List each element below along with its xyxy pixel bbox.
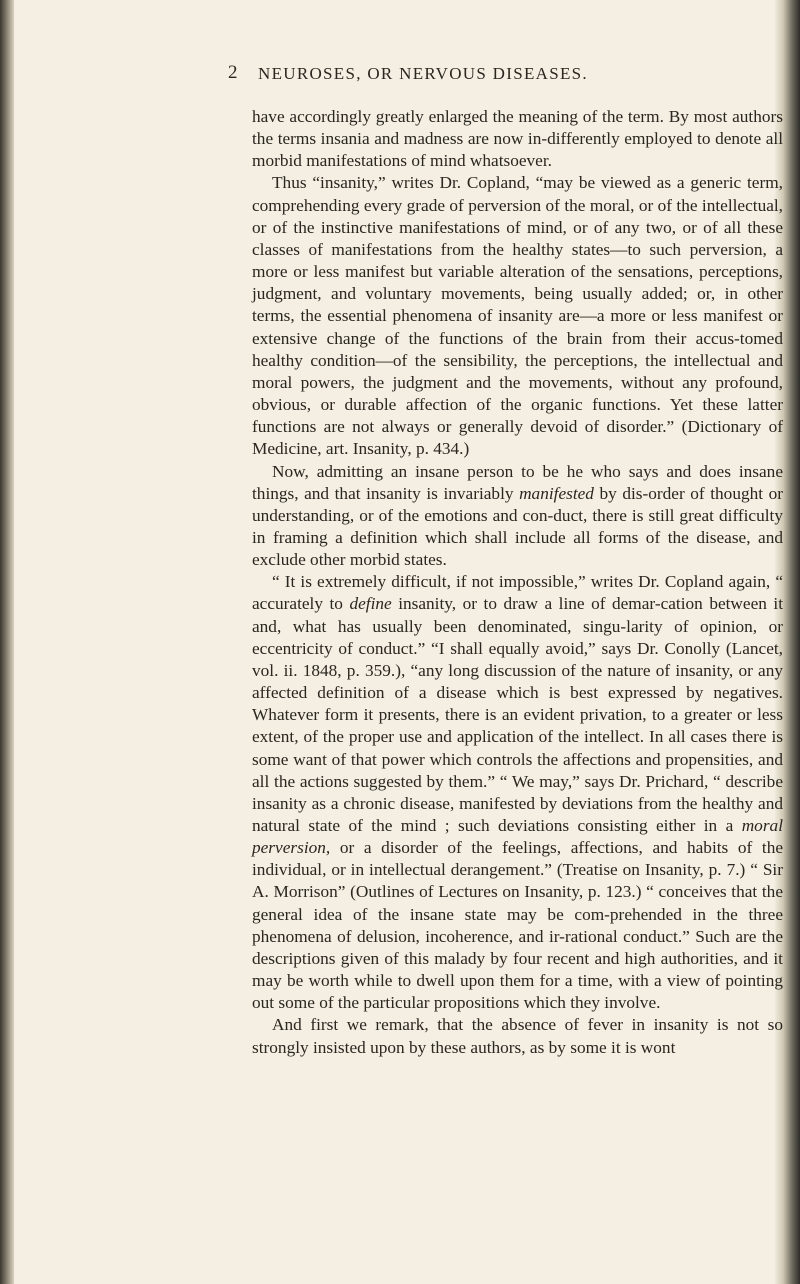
paragraph — [252, 1014, 783, 1058]
italic-text-run: moral perversion, — [252, 816, 783, 858]
italic-text-run: manifested — [519, 483, 594, 503]
text-run: “ It is extremely difficult, if not impossible,” writes Dr. Copland again, “ accurately to — [252, 572, 783, 614]
paragraph — [252, 172, 783, 460]
running-title: NEUROSES, OR NERVOUS DISEASES. — [258, 64, 588, 83]
paragraph — [252, 106, 783, 172]
page-number: 2 — [228, 62, 239, 83]
paragraph — [252, 571, 783, 1014]
paragraph — [252, 461, 783, 572]
text-run: or a disorder of the feelings, affections, and habits of the individual, or in intellectual derangement.” (Treatise on Insanity, p. 7.) “ Sir A. Morrison” (Outlines of Lectures on Insanity, p. 123.) “ conceives that the general idea of the insane state may be com-prehended in the three phenomena of delusion, incoherence, and ir-rational conduct.” Such are the descriptions given of this malady by four recent and high authorities, and it may be worth while to dwell upon them for a time, with a view of pointing out some of the particular propositions which they involve. — [252, 838, 783, 1013]
text-run: have accordingly greatly enlarged the meaning of the term. By most authors the terms insania and madness are now in-differently employed to denote all morbid manifestations of mind whatsoever. — [252, 107, 783, 171]
text-run: Thus “insanity,” writes Dr. Copland, “may be viewed as a generic term, comprehending every grade of perversion of the moral, or of the intellectual, or of the instinctive manifestations of mind, or of any two, or of all these classes of manifestations from the healthy states—to such perversion, a more or less manifest but variable alteration of the sensations, perceptions, judgment, and voluntary movements, being usually added; or, in other terms, the essential phenomena of insanity are—a more or less manifest or extensive change of the functions of the brain from their accus-tomed healthy condition—of the sensibility, the perceptions, the intellectual and moral powers, the judgment and the movements, without any profound, obvious, or durable affection of the organic functions. Yet these latter functions are not always or generally devoid of disorder.” (Dictionary of Medicine, art. Insanity, p. 434.) — [252, 173, 783, 459]
text-run: by dis-order of thought or understanding, or of the emotions and con-duct, there is still great difficulty in framing a definition which shall include all forms of the disease, and exclude other morbid states. — [252, 483, 783, 570]
text-run: And first we remark, that the absence of fever in insanity is not so strongly insisted upon by these authors, as by some it is wont — [252, 1015, 783, 1057]
italic-text-run: define — [349, 594, 392, 614]
text-run: insanity, or to draw a line of demar-cation between it and, what has usually been denominated, singu-larity of opinion, or eccentricity of conduct.” “I shall equally avoid,” says Dr. Conolly (Lancet, vol. ii. 1848, p. 359.), “any long discussion of the nature of insanity, or any affected definition of a disease which is best expressed by negatives. Whatever form it presents, there is an evident privation, to a greater or less extent, of the proper use and application of the intellect. In all cases there is some want of that power which controls the affections and propensities, and all the actions suggested by them.” “ We may,” says Dr. Prichard, “ describe insanity as a chronic disease, manifested by deviations from the healthy and natural state of the mind ; such deviations consisting either in a — [252, 594, 783, 835]
text-run: Now, admitting an insane person to be he who says and does insane things, and that insanity is invariably — [252, 461, 783, 503]
body-text — [252, 106, 783, 1059]
